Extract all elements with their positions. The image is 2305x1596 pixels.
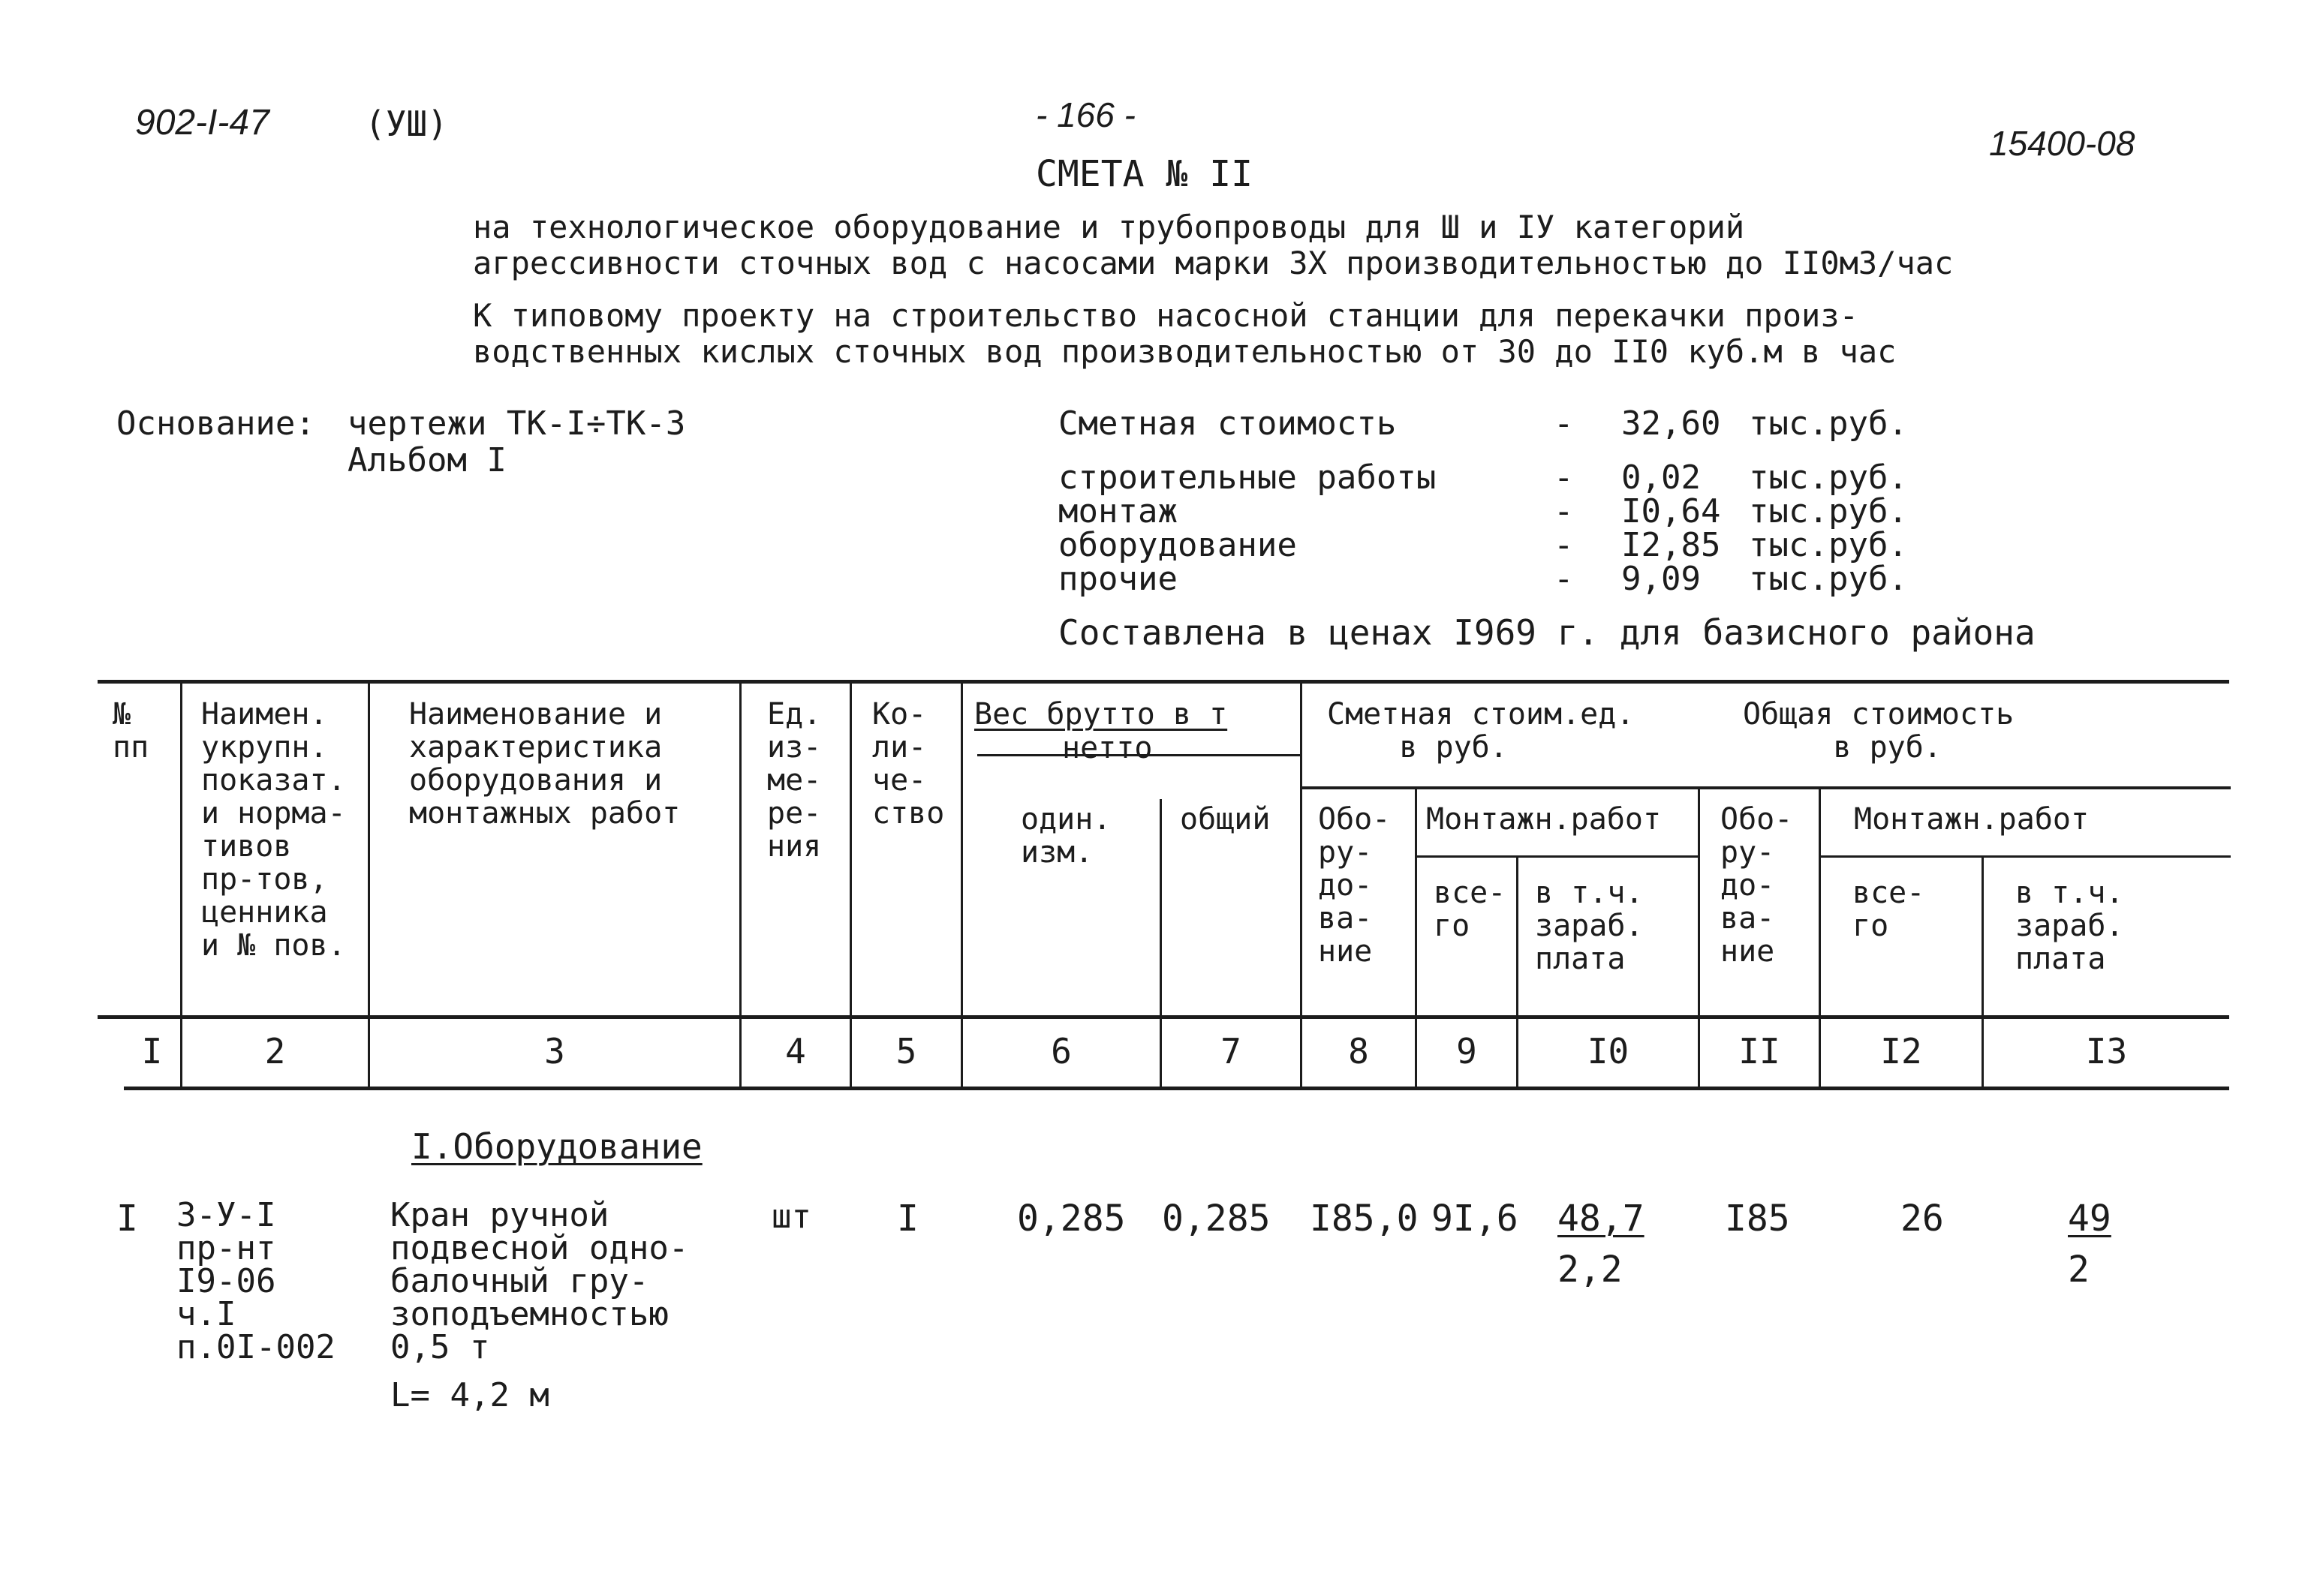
row-wage-total: [2068, 1198, 2155, 1240]
table-top-rule: [98, 680, 2229, 684]
cost-unit: тыс.руб.: [1749, 526, 1908, 564]
header-weight-label: Вес брутто в т: [974, 697, 1228, 732]
cost-dash: -: [1554, 492, 1574, 530]
cost-dash: -: [1554, 458, 1574, 497]
column-number: I2: [1880, 1031, 1922, 1072]
cost-label-total: Сметная стоимость: [1058, 404, 1397, 443]
header-unit-cost-group: Сметная стоим.ед. в руб.: [1327, 697, 1635, 765]
header-install-total: Монтажн.работ: [1854, 802, 2090, 837]
row-equipment-total: I85: [1725, 1198, 1790, 1240]
header-install-unit: Монтажн.работ: [1426, 802, 1662, 837]
row-install-unit: 9I,6: [1431, 1198, 1518, 1240]
col-divider: [739, 684, 742, 1087]
column-number: 2: [264, 1031, 286, 1072]
column-number: 5: [895, 1031, 917, 1072]
col-divider: [850, 684, 852, 1087]
header-install-total-sum: все- го: [1852, 876, 1925, 943]
row-item-name: Кран ручной подвесной одно- балочный гру- зоподъемностью 0,5 т: [390, 1196, 689, 1366]
page-number: - 166 -: [1036, 95, 1136, 134]
row-weight-total: 0,285: [1162, 1198, 1271, 1240]
document-volume: (УШ): [365, 104, 448, 144]
row-wage-unit-value: 48,7: [1557, 1198, 1644, 1240]
header-quantity: Ко- ли- че- ство: [872, 697, 945, 831]
header-weight-net: нетто: [1062, 731, 1153, 765]
row-wage-unit-sub: 2,2: [1557, 1249, 1623, 1291]
cost-label-equipment: оборудование: [1058, 526, 1297, 564]
row-wage-total-sub: 2: [2068, 1249, 2090, 1291]
row-item-length: L= 4,2 м: [390, 1376, 549, 1414]
header-weight-unit: один. изм.: [1021, 802, 1112, 870]
install-unit-rule: [1416, 855, 1699, 858]
cost-value-equipment: I2,85: [1621, 526, 1721, 564]
header-unit: Ед. из- ме- ре- ния: [767, 697, 822, 864]
row-norm-code: 3-У-I пр-нт I9-06 ч.I п.0I-002: [176, 1196, 336, 1366]
header-norm-code: Наимен. укрупн. показат. и норма- тивов пр-тов, ценника и № пов.: [201, 697, 346, 963]
column-number: I: [141, 1031, 163, 1072]
header-install-unit-total: все- го: [1434, 876, 1506, 943]
column-number: 9: [1456, 1031, 1477, 1072]
row-unit: шт: [772, 1198, 811, 1236]
column-number: 4: [785, 1031, 806, 1072]
cost-group-rule: [1300, 786, 2231, 789]
column-number: II: [1738, 1031, 1780, 1072]
row-install-total: 26: [1900, 1198, 1944, 1240]
column-number: 6: [1051, 1031, 1072, 1072]
cost-value-construction: 0,02: [1621, 458, 1701, 497]
col-divider: [180, 684, 182, 1087]
row-weight-unit: 0,285: [1017, 1198, 1126, 1240]
numbers-bottom-rule: [124, 1087, 2229, 1090]
header-weight-total: общий: [1180, 802, 1271, 837]
header-row-number: № пп: [113, 697, 149, 765]
prices-note: Составлена в ценах I969 г. для базисного района: [1058, 612, 2036, 653]
cost-dash: -: [1554, 404, 1574, 443]
basis-album: Альбом I: [348, 441, 507, 479]
column-number: I0: [1587, 1031, 1629, 1072]
header-bottom-rule: [98, 1015, 2229, 1019]
column-number: 7: [1220, 1031, 1241, 1072]
page-title: СМЕТА № II: [1036, 153, 1253, 195]
section-title: [411, 1126, 703, 1167]
row-wage-total-value: 49: [2068, 1198, 2111, 1240]
cost-dash: -: [1554, 526, 1574, 564]
stamp-number: 15400-08: [1989, 124, 2135, 163]
header-wage-unit: в т.ч. зараб. плата: [1535, 876, 1644, 976]
header-total-cost-group: Общая стоимость в руб.: [1743, 697, 2015, 765]
cost-value-other: 9,09: [1621, 560, 1701, 598]
column-number: I3: [2085, 1031, 2128, 1072]
row-equipment-unit: I85,0: [1310, 1198, 1419, 1240]
cost-label-installation: монтаж: [1058, 492, 1178, 530]
subtitle-line-2: агрессивности сточных вод с насосами марки 3Х производительностью до II0м3/час: [473, 245, 1954, 281]
header-item-name: Наименование и характеристика оборудования и монтажных работ: [409, 697, 681, 831]
row-wage-unit: [1557, 1198, 1644, 1240]
cost-unit: тыс.руб.: [1749, 560, 1908, 598]
cost-unit: тыс.руб.: [1749, 458, 1908, 497]
column-number: 8: [1348, 1031, 1369, 1072]
column-number: 3: [544, 1031, 565, 1072]
row-number: I: [116, 1198, 138, 1240]
document-code: 902-I-47: [135, 103, 269, 143]
cost-label-other: прочие: [1058, 560, 1178, 598]
section-title-text: I.Оборудование: [411, 1126, 703, 1167]
subtitle-line-1: на технологическое оборудование и трубопроводы для Ш и IУ категорий: [473, 209, 1745, 245]
col-divider: [368, 684, 370, 1087]
col-divider: [961, 684, 963, 1087]
header-equipment-total: Обо- ру- до- ва- ние: [1720, 802, 1793, 969]
cost-value-installation: I0,64: [1621, 492, 1721, 530]
basis-label: Основание:: [116, 404, 315, 443]
cost-value-total: 32,60: [1621, 404, 1721, 443]
header-weight: [974, 698, 1227, 731]
install-total-rule: [1820, 855, 2231, 858]
cost-dash: -: [1554, 560, 1574, 598]
header-wage-total: в т.ч. зараб. плата: [2015, 876, 2124, 976]
project-line-1: К типовому проекту на строительство насосной станции для перекачки произ-: [473, 297, 1858, 334]
project-line-2: водственных кислых сточных вод производительностью от 30 до II0 куб.м в час: [473, 333, 1897, 370]
col-divider: [1300, 684, 1302, 1087]
cost-label-construction: строительные работы: [1058, 458, 1437, 497]
row-quantity: I: [897, 1198, 919, 1240]
basis-drawings: чертежи ТК-I÷ТК-3: [348, 404, 686, 443]
cost-unit: тыс.руб.: [1749, 404, 1908, 443]
header-equipment-unit: Обо- ру- до- ва- ние: [1318, 802, 1391, 969]
cost-unit: тыс.руб.: [1749, 492, 1908, 530]
